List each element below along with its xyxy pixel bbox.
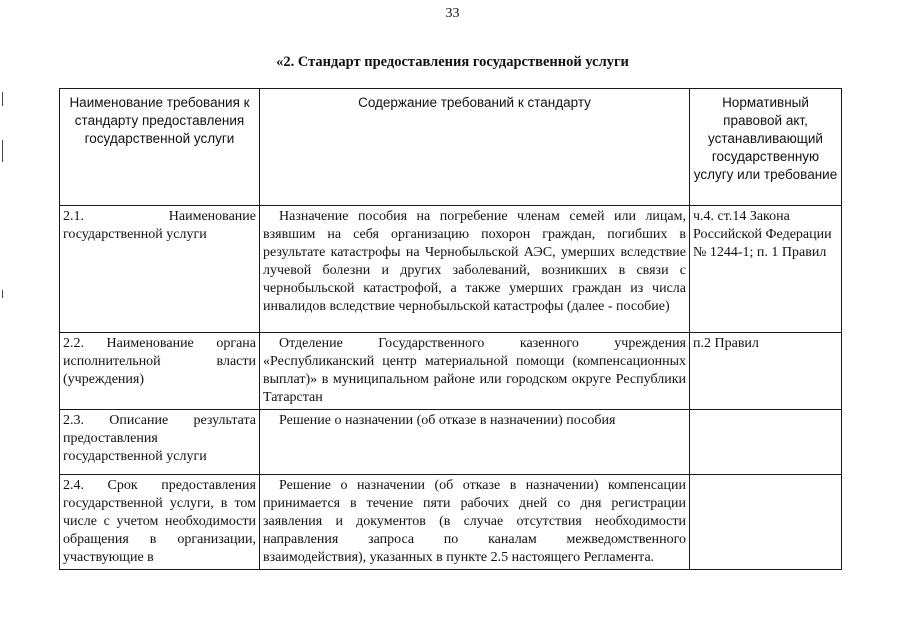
requirement-name-cell: 2.1. Наименование государственной услуги	[60, 206, 260, 333]
requirement-name-cell: 2.4. Срок предоставления государственной услуги, в том числе с учетом необходимости обращения в организации, участвующие в	[60, 475, 260, 570]
legal-act-cell: ч.4. ст.14 Закона Российской Федерации № 1244-1; п. 1 Правил	[690, 206, 842, 333]
header-legal-act: Нормативный правовой акт, устанавливающий государственную услугу или требование	[690, 89, 842, 206]
requirement-content-cell: Назначение пособия на погребение членам семей или лицам, взявшим на себя организацию похорон граждан, погибших в результате катастрофы на Чернобыльской АЭС, умерших вследствие лучевой болезни и других заболеваний, возникших в связи с чернобыльской катастрофой, а также умерших граждан из числа инвалидов вследствие чернобыльской катастрофы (далее - пособие)	[260, 206, 690, 333]
table-row	[60, 206, 842, 333]
table-row	[60, 475, 842, 570]
scan-margin-mark	[2, 140, 3, 162]
page-number: 33	[445, 6, 460, 21]
requirement-name-cell: 2.2. Наименование органа исполнительной власти (учреждения)	[60, 333, 260, 410]
requirement-content-cell: Отделение Государственного казенного учреждения «Республиканский центр материальной помощи (компенсационных выплат)» в муниципальном районе или городском округе Республики Татарстан	[260, 333, 690, 410]
section-title: «2. Стандарт предоставления государственной услуги	[276, 54, 629, 70]
header-requirement-content: Содержание требований к стандарту	[260, 89, 690, 206]
table-row	[60, 333, 842, 410]
header-requirement-name: Наименование требования к стандарту предоставления государственной услуги	[60, 89, 260, 206]
scan-margin-mark	[2, 92, 3, 106]
legal-act-cell	[690, 410, 842, 475]
scan-margin-mark	[2, 290, 3, 298]
table-header-row	[60, 89, 842, 206]
requirement-content-cell: Решение о назначении (об отказе в назначении) пособия	[260, 410, 690, 475]
legal-act-cell	[690, 475, 842, 570]
requirements-table	[59, 88, 842, 570]
legal-act-cell: п.2 Правил	[690, 333, 842, 410]
requirement-content-cell: Решение о назначении (об отказе в назначении) компенсации принимается в течение пяти рабочих дней со дня регистрации заявления и документов (в случае отсутствия необходимости направления запроса по каналам межведомственного взаимодействия), указанных в пункте 2.5 настоящего Регламента.	[260, 475, 690, 570]
requirement-name-cell: 2.3. Описание результата предоставления государственной услуги	[60, 410, 260, 475]
table-row	[60, 410, 842, 475]
